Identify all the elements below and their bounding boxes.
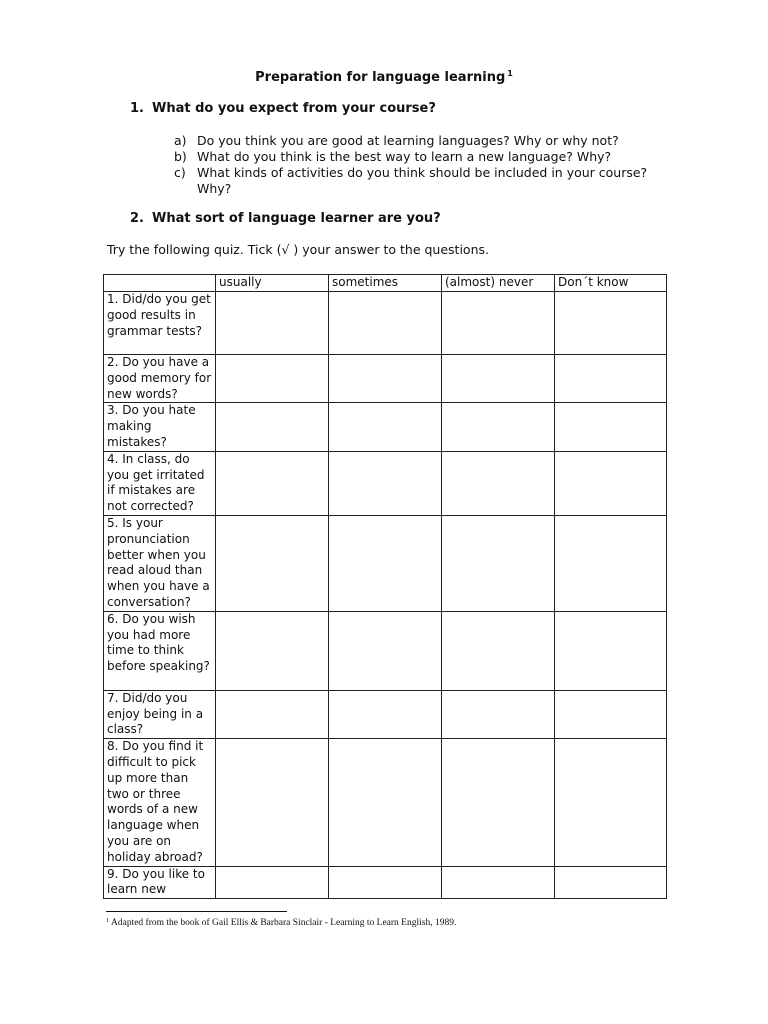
answer-cell[interactable]: [442, 611, 555, 690]
answer-cell[interactable]: [555, 515, 667, 611]
quiz-table: [103, 274, 667, 899]
section-1-number: 1.: [130, 101, 144, 116]
table-row: [104, 739, 667, 866]
answer-cell[interactable]: [329, 292, 442, 355]
table-row: [104, 515, 667, 611]
header-cell: [104, 275, 216, 292]
answer-cell[interactable]: [442, 292, 555, 355]
list-item: [174, 165, 664, 197]
answer-cell[interactable]: [555, 611, 667, 690]
table-row: [104, 611, 667, 690]
answer-cell[interactable]: [555, 403, 667, 451]
answer-cell[interactable]: [329, 355, 442, 403]
answer-cell[interactable]: [555, 292, 667, 355]
table-header-row: [104, 275, 667, 292]
question-text: What do you think is the best way to learn a new language? Why?: [197, 149, 612, 164]
list-item: [174, 149, 664, 165]
answer-cell[interactable]: [329, 739, 442, 866]
answer-cell[interactable]: [216, 451, 329, 515]
title-footnote-mark: 1: [507, 69, 513, 78]
question-cell: 5. Is your pronunciation better when you read aloud than when you have a conversation?: [104, 515, 216, 611]
table-row: [104, 403, 667, 451]
answer-cell[interactable]: [442, 690, 555, 738]
footnote-mark: 1: [106, 918, 109, 924]
answer-cell[interactable]: [329, 611, 442, 690]
answer-cell[interactable]: [216, 611, 329, 690]
table-row: [104, 866, 667, 899]
section-2-number: 2.: [130, 211, 144, 226]
header-cell: usually: [216, 275, 329, 292]
question-letter: a): [174, 133, 187, 148]
footnote-text: Adapted from the book of Gail Ellis & Barbara Sinclair - Learning to Learn English, 1989.: [111, 918, 457, 928]
header-cell: (almost) never: [442, 275, 555, 292]
answer-cell[interactable]: [442, 451, 555, 515]
question-text: What kinds of activities do you think should be included in your course? Why?: [197, 165, 648, 196]
section-2-heading: [130, 211, 441, 226]
page-title: [0, 69, 768, 85]
question-list: [174, 133, 664, 197]
answer-cell[interactable]: [329, 451, 442, 515]
answer-cell[interactable]: [329, 403, 442, 451]
answer-cell[interactable]: [555, 355, 667, 403]
question-cell: 2. Do you have a good memory for new words?: [104, 355, 216, 403]
answer-cell[interactable]: [555, 739, 667, 866]
section-1-text: What do you expect from your course?: [152, 101, 436, 116]
footnote-divider: [106, 911, 287, 912]
question-letter: b): [174, 149, 187, 164]
list-item: [174, 133, 664, 149]
footnote: [106, 918, 456, 928]
table-row: [104, 451, 667, 515]
header-cell: Don´t know: [555, 275, 667, 292]
question-cell: 6. Do you wish you had more time to think before speaking?: [104, 611, 216, 690]
question-cell: 1. Did/do you get good results in grammar tests?: [104, 292, 216, 355]
answer-cell[interactable]: [216, 515, 329, 611]
question-letter: c): [174, 165, 186, 180]
table-row: [104, 690, 667, 738]
question-cell: 3. Do you hate making mistakes?: [104, 403, 216, 451]
header-cell: sometimes: [329, 275, 442, 292]
answer-cell[interactable]: [442, 355, 555, 403]
answer-cell[interactable]: [216, 866, 329, 899]
answer-cell[interactable]: [442, 515, 555, 611]
answer-cell[interactable]: [442, 866, 555, 899]
title-text: Preparation for language learning: [255, 70, 506, 85]
question-cell: 8. Do you find it difficult to pick up more than two or three words of a new language when you are on holiday abroad?: [104, 739, 216, 866]
answer-cell[interactable]: [216, 690, 329, 738]
answer-cell[interactable]: [555, 451, 667, 515]
question-cell: 4. In class, do you get irritated if mistakes are not corrected?: [104, 451, 216, 515]
answer-cell[interactable]: [329, 866, 442, 899]
question-cell: 9. Do you like to learn new: [104, 866, 216, 899]
answer-cell[interactable]: [216, 739, 329, 866]
answer-cell[interactable]: [216, 403, 329, 451]
table-row: [104, 292, 667, 355]
answer-cell[interactable]: [216, 292, 329, 355]
question-text: Do you think you are good at learning languages? Why or why not?: [197, 133, 619, 148]
answer-cell[interactable]: [216, 355, 329, 403]
quiz-intro: Try the following quiz. Tick (√ ) your answer to the questions.: [107, 242, 489, 257]
question-cell: 7. Did/do you enjoy being in a class?: [104, 690, 216, 738]
answer-cell[interactable]: [555, 866, 667, 899]
section-2-text: What sort of language learner are you?: [152, 211, 441, 226]
answer-cell[interactable]: [329, 690, 442, 738]
section-1-heading: [130, 101, 436, 116]
answer-cell[interactable]: [442, 739, 555, 866]
answer-cell[interactable]: [329, 515, 442, 611]
answer-cell[interactable]: [442, 403, 555, 451]
table-row: [104, 355, 667, 403]
answer-cell[interactable]: [555, 690, 667, 738]
